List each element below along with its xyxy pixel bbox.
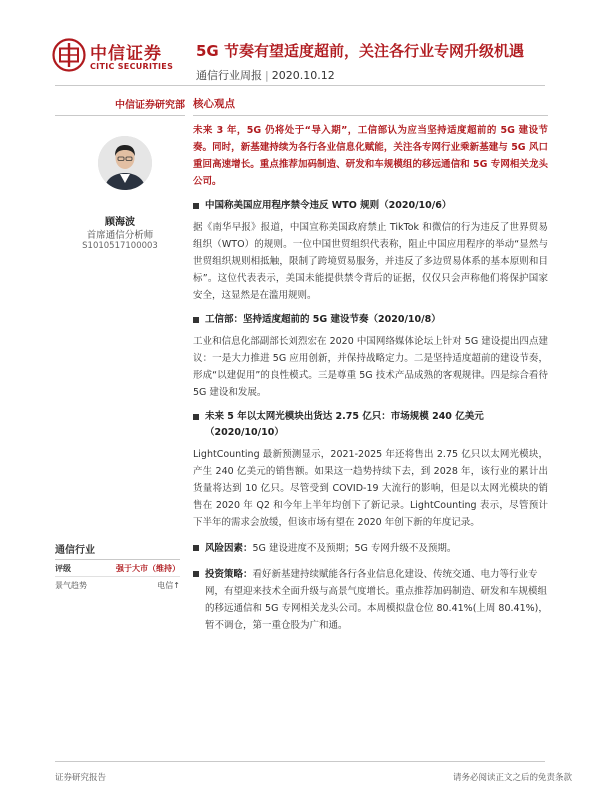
footer-divider [55,761,545,762]
institute-name: 中信证券研究部 [55,96,185,116]
bullet-icon [193,414,199,420]
news-heading [193,198,548,214]
main-content [193,96,548,634]
news-body: LightCounting 最新预测显示，2021-2025 年还将售出 2.75 亿只以太网光模块，产生 240 亿美元的销售额。如果这一趋势持续下去，到 2028 年，该行业的累计出货量将达到 10 亿只。尽管受到 COVID-19 大流行的影响，但是以太网光模块的销售在 2020 年 Q2 和今年上半年均创下了新记录。LightCounting 表示，尽管预计下半年的需求会放缓，但该市场有望在 2020 年创下新的年度记录。 [193,449,548,528]
news-body: 据《南华早报》报道，中国宣称美国政府禁止 TikTok 和微信的行为违反了世界贸易组织（WTO）的规则。一位中国世贸组织代表称，阻止中国应用程序的举动“显然与世贸组织规则相抵触，限制了跨境贸易服务，并违反了多边贸易体系的基本原则和目标”。这位代表表示，美国未能提供禁令背后的证据，仅仅只会声称他们将保护国家安全，这显然是在滥用规则。 [193,222,548,301]
footer-disclaimer: 请务必阅读正文之后的免责条款 [452,773,572,783]
header-divider [55,85,545,86]
analyst-name: 顾海波 [105,217,135,228]
brand-logo [52,38,202,78]
bullet-icon [193,317,199,323]
trend-row [55,577,180,593]
news-heading [193,312,548,328]
trend-label: 景气趋势 [55,581,87,590]
bullet-icon [193,571,199,577]
news-heading-text: 工信部：坚持适度超前的 5G 建设节奏（2020/10/8） [205,314,441,325]
report-date: 2020.10.12 [271,69,335,82]
report-meta [196,67,335,83]
rating-box [55,541,180,593]
news-section [193,312,548,401]
avatar-portrait-icon [98,136,152,190]
report-type: 通信行业周报 [196,69,262,82]
strategy-text [205,566,548,634]
news-section [193,198,548,304]
trend-value: 电信↑ [157,581,180,590]
risk-label: 风险因素： [205,543,253,554]
news-section [193,409,548,531]
analyst-cert-number: S1010517100003 [82,241,158,251]
news-heading-text: 未来 5 年以太网光模块出货达 2.75 亿只：市场规模 240 亿美元（2020/10/10） [205,411,484,438]
rating-industry: 通信行业 [55,541,180,560]
risk-body: 5G 建设进度不及预期；5G 专网升级不及预期。 [252,543,457,554]
logo-name-en: CITIC SECURITIES [90,62,174,71]
rating-label: 评级 [55,564,71,573]
investment-strategy [193,566,548,634]
news-heading [193,409,548,441]
analyst-title: 首席通信分析师 [86,230,154,241]
bullet-icon [193,545,199,551]
core-view-title: 核心观点 [193,96,548,116]
footer-label: 证券研究报告 [55,773,107,783]
news-heading-text: 中国称美国应用程序禁令违反 WTO 规则（2020/10/6） [205,200,452,211]
strategy-body: 看好新基建持续赋能各行各业信息化建设、传统交通、电力等行业专网，有望迎来技术全面升级与高景气度增长。重点推荐加码制造、研发和车规模组的移远通信和 5G 专网相关龙头公司。本周模拟盘仓位 80.41%(上周 80.41%)，暂不调仓，第一重仓股为广和通。 [205,569,548,631]
meta-separator: | [265,69,269,82]
citic-logo-icon [52,38,86,72]
report-title: 5G 节奏有望适度超前，关注各行业专网升级机遇 [196,42,524,60]
core-view-text: 未来 3 年，5G 仍将处于“导入期”，工信部认为应当坚持适度超前的 5G 建设节奏。同时，新基建持续为各行各业信息化赋能，关注各专网行业乘新基建与 5G 风口重回高速增长。重点推荐加码制造、研发和车规模组的移远通信和 5G 专网相关龙头公司。 [193,125,548,187]
risk-text [205,540,548,557]
rating-value: 强于大市（维持） [116,564,180,573]
strategy-label: 投资策略： [205,569,253,580]
news-body: 工业和信息化部副部长刘烈宏在 2020 中国网络媒体论坛上针对 5G 建设提出四点建议：一是大力推进 5G 应用创新，并保持战略定力。二是坚持适度超前的建设节奏，形成“以建促用”的良性模式。三是尊重 5G 技术产品成熟的客观规律。四是综合看待 5G 建设和发展。 [193,336,548,398]
analyst-avatar [98,136,152,190]
bullet-icon [193,203,199,209]
rating-row [55,560,180,577]
sidebar [55,96,185,251]
logo-name-cn: 中信证券 [90,44,162,64]
risk-factors [193,540,548,557]
